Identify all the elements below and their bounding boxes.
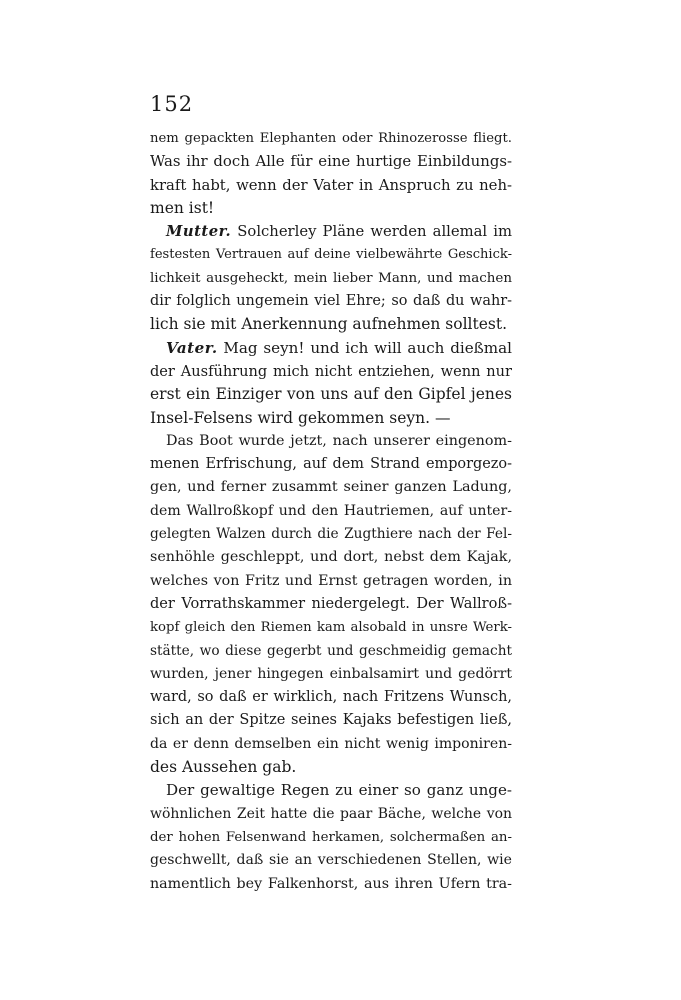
text-line: Mutter. Solcherley Pläne werden allemal im <box>166 223 512 241</box>
text-line: dir folglich ungemein viel Ehre; so daß du wahr- <box>150 293 512 310</box>
body-text <box>150 127 512 896</box>
text-line: festesten Vertrauen auf deine vielbewährte Geschick- <box>150 247 512 263</box>
text-line: menen Erfrischung, auf dem Strand emporgezo- <box>150 456 512 473</box>
page-number: 152 <box>150 92 194 116</box>
text-line: des Aussehen gab. <box>150 758 297 777</box>
text-line: gen, und ferner zusammt seiner ganzen Ladung, <box>150 479 512 496</box>
text-line: Der gewaltige Regen zu einer so ganz unge- <box>166 781 512 800</box>
text-line: men ist! <box>150 198 215 217</box>
text-line: Das Boot wurde jetzt, nach unserer eingenom- <box>166 432 512 449</box>
text-line: Vater. Mag seyn! und ich will auch dießmal <box>166 338 512 357</box>
speaker-name: Vater. <box>166 338 218 357</box>
text-line: welches von Fritz und Ernst getragen worden, in <box>150 572 512 589</box>
text-line: lich sie mit Anerkennung aufnehmen solltest. <box>150 315 508 334</box>
text-line: nem gepackten Elephanten oder Rhinozerosse fliegt. <box>150 131 512 146</box>
text-line: dem Wallroßkopf und den Hautriemen, auf unter- <box>150 502 512 519</box>
text-line: der Ausführung mich nicht entziehen, wenn nur <box>150 362 512 380</box>
text-line: lichkeit ausgeheckt, mein lieber Mann, und machen <box>150 270 512 286</box>
text-line: stätte, wo diese gegerbt und geschmeidig gemacht <box>150 642 512 659</box>
text-line: wöhnlichen Zeit hatte die paar Bäche, welche von <box>150 805 512 822</box>
text-line: der Vorrathskammer niedergelegt. Der Wallroß- <box>150 595 512 612</box>
text-line: namentlich bey Falkenhorst, aus ihren Ufern tra- <box>150 875 512 892</box>
text-line: gelegten Walzen durch die Zugthiere nach der Fel- <box>150 526 512 543</box>
text-line: ward, so daß er wirklich, nach Fritzens Wunsch, <box>150 689 512 706</box>
text-line: erst ein Einziger von uns auf den Gipfel jenes <box>150 385 512 404</box>
text-line: Insel-Felsens wird gekommen seyn. — <box>150 408 451 427</box>
text-line: wurden, jener hingegen einbalsamirt und gedörrt <box>150 665 512 682</box>
text-line: senhöhle geschleppt, und dort, nebst dem Kajak, <box>150 549 512 566</box>
text-line: kraft habt, wenn der Vater in Anspruch zu neh- <box>150 176 512 194</box>
text-line: sich an der Spitze seines Kajaks befestigen ließ, <box>150 712 512 729</box>
speaker-name: Mutter. <box>166 223 232 241</box>
text-line: Was ihr doch Alle für eine hurtige Einbildungs- <box>150 152 512 171</box>
text-line: kopf gleich den Riemen kam alsobald in unsre Werk- <box>150 620 512 636</box>
text-line: der hohen Felsenwand herkamen, solchermaßen an- <box>150 829 512 845</box>
text-line: geschwellt, daß sie an verschiedenen Stellen, wie <box>150 852 512 869</box>
text-line: da er denn demselben ein nicht wenig imponiren- <box>150 735 512 752</box>
